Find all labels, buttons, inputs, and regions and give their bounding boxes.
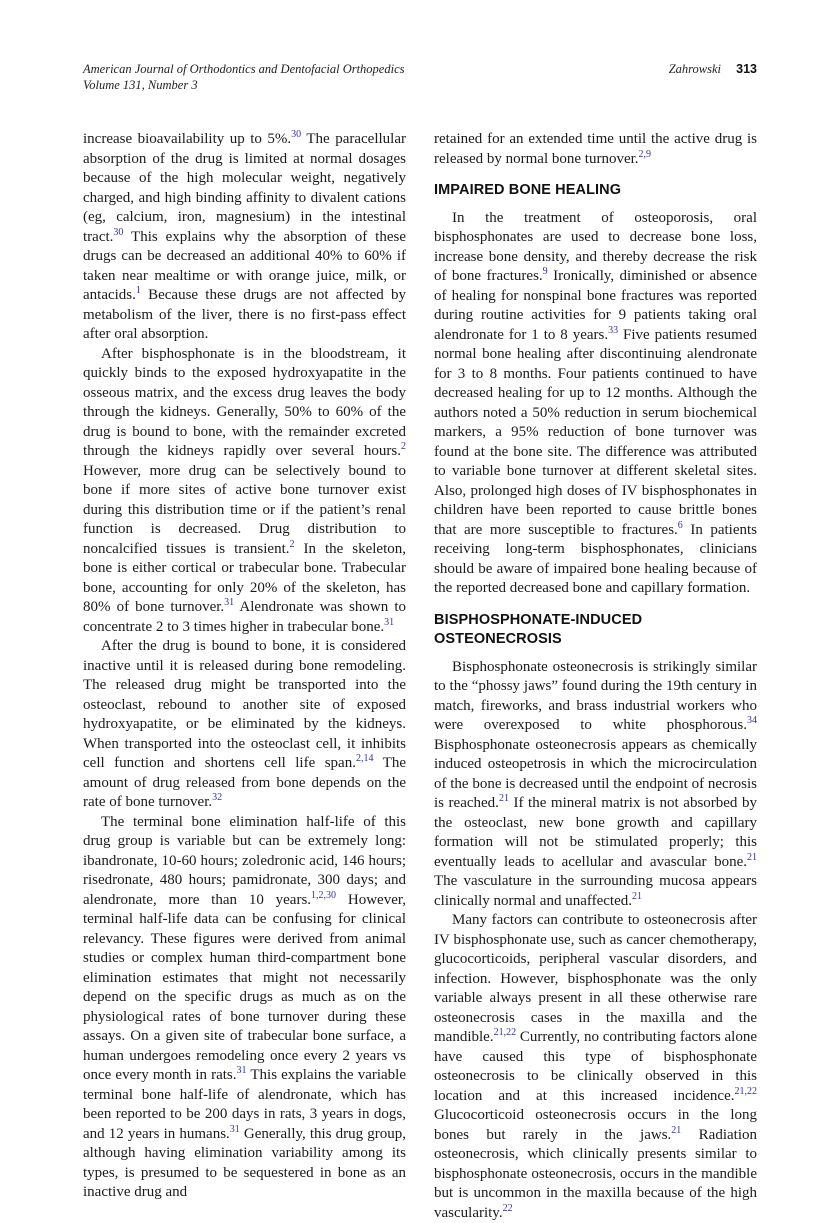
paragraph: Many factors can contribute to osteonecrosis after IV bisphosphonate use, such as cancer chemotherapy, glucocorticoids, peripheral vascular disorders, and infection. However, bisphosphonate was the only variable always present in all these otherwise rare osteonecrosis cases in the maxilla and the mandible.$^{21,22}$ Currently, no contributing factors alone have caused this type of bisphosphonate osteonecrosis to be clinically observed in this location and at this increased incidence.$^{21,22}$ Glucocorticoid osteonecrosis occurs in the long bones but rarely in the jaws.$^{21}$ Radiation osteonecrosis, which clinically presents similar to bisphosphonate osteonecrosis, occurs in the mandible but is uncommon in the maxilla because of the high vascularity.$^{22}$ [434,912,758,1221]
reference-link[interactable]: 31 [229,1123,240,1135]
reference-link[interactable]: 31 [224,597,235,608]
reference-link[interactable]: 21,22 [734,1085,757,1097]
paragraph: The terminal bone elimination half-life of this drug group is variable but can be extremely long: ibandronate, 10-60 hours; zoledronic acid, 146 hours; risedronate, 480 hours; pamidronate, 300 days; and alendronate, more than 10 years.$^{1,2,30}$ However, terminal half-life data can be confusing for clinical relevancy. These figures were derived from animal studies or complex human third-compartment bone elimination estimates that might not necessarily depend on the specific drugs as much as on the physiological rates of bone turnover during these assays. On a given site of trabecular bone surface, a human undergoes remodeling once every 2 years vs once every month in rats.$^{31}$ This explains the variable terminal bone half-life of alendronate, which has been reported to be 200 days in rats, 3 years in dogs, and 12 years in humans.$^{31}$ Generally, this drug group, although having elimination variability among its types, is presumed to be sequestered in bone as an inactive drug and [83,813,406,1200]
reference-link[interactable]: 21 [631,890,642,902]
reference-link[interactable]: 6 [677,519,683,531]
reference-link[interactable]: 2,9 [638,148,652,160]
page-number: 313 [736,62,757,76]
reference-link[interactable]: 9 [542,266,548,277]
reference-link[interactable]: 30 [291,129,302,140]
reference-link[interactable]: 1,2,30 [311,889,337,901]
paragraph: increase bioavailability up to 5%.$^{30}$ The paracellular absorption of the drug is limited at normal dosages because of the high molecular weight, negatively charged, and high binding affinity to divalent cations (eg, calcium, iron, magnesium) in the intestinal tract.$^{30}$ This explains why the absorption of these drugs can be decreased an additional 40% to 60% if taken near mealtime or with orange juice, milk, or antacids.$^1$ Because these drugs are not affected by metabolism of the liver, there is no first-pass effect after oral absorption. [83,129,406,342]
reference-link[interactable]: 21 [747,851,757,863]
page-header [83,62,757,93]
reference-link[interactable]: 21 [671,1124,682,1136]
reference-link[interactable]: 30 [113,226,124,238]
reference-link[interactable]: 2 [289,538,295,550]
journal-title: American Journal of Orthodontics and Dentofacial Orthopedics [83,62,405,76]
paragraph: retained for an extended time until the active drug is released by normal bone turnover.$^{2,9}$ [434,131,757,167]
reference-link[interactable]: 1 [135,285,141,296]
reference-link[interactable]: 2 [401,441,406,452]
paragraph: Bisphosphonate osteonecrosis is strikingly similar to the “phossy jaws” found during the 19th century in match, fireworks, and brass industrial workers who were overexposed to white phosphorous.$^{34}$ Bisphosphonate osteonecrosis appears as chemically induced osteopetrosis in which the microcirculation of the bone is decreased until the endpoint of necrosis is reached.$^{21}$ If the mineral matrix is not absorbed by the osteoclast, new bone growth and capillary formation will not be stimulated properly; this eventually leads to acellular and avascular bone.$^{21}$ The vasculature in the surrounding mucosa appears clinically normal and unaffected.$^{21}$ [434,658,757,909]
reference-link[interactable]: 2,14 [355,753,374,764]
reference-link[interactable]: 22 [502,1202,513,1214]
journal-volume-line: Volume 131, Number 3 [83,77,198,92]
section-heading: IMPAIRED BONE HEALING [434,182,622,198]
running-head [669,62,757,78]
left-column [83,130,406,1223]
right-column [434,130,757,1223]
reference-link[interactable]: 21 [498,793,509,804]
reference-link[interactable]: 31 [384,616,395,628]
reference-link[interactable]: 32 [212,792,223,803]
journal-info [83,62,405,93]
paragraph: In the treatment of osteoporosis, oral bisphosphonates are used to decrease bone loss, increase bone density, and thereby decrease the risk of bone fractures.$^9$ Ironically, diminished or absence of healing for nonspinal bone fractures was reported during routine activities for 9 patients taking oral alendronate for 1 to 8 years.$^{33}$ Five patients resumed normal bone healing after discontinuing alendronate for 3 to 8 months. Four patients continued to have decreased healing for up to 12 months. Although the authors noted a 50% reduction in serum biochemical markers, a 95% reduction of bone turnover was found at the bone site. The difference was attributed to variable bone turnover at different skeletal sites. Also, prolonged high doses of IV bisphosphonates in children have been reported to cause brittle bones that are more susceptible to fractures.$^6$ In patients receiving long-term bisphosphonates, clinicians should be aware of impaired bone healing because of the reported decreased bone and capillary formation. [434,209,758,596]
section-heading: BISPHOSPHONATE-INDUCED OSTEONECROSIS [434,611,643,647]
paragraph: After bisphosphonate is in the bloodstream, it quickly binds to the exposed hydroxyapatite in the osseous matrix, and the excess drug leaves the body through the kidneys. Generally, 50% to 60% of the drug is bound to bone, with the remainder excreted through the kidneys rapidly over several hours.$^2$ However, more drug can be selectively bound to bone if more sites of active bone turnover exist during this distribution time or if the patient’s renal function is decreased. Drug distribution to noncalcified tissues is transient.$^2$ In the skeleton, bone is either cortical or trabecular bone. Trabecular bone, accounting for only 20% of the skeleton, has 80% of bone turnover.$^{31}$ Alendronate was shown to concentrate 2 to 3 times higher in trabecular bone.$^{31}$ [83,345,406,635]
author-name: Zahrowski [668,62,722,76]
reference-link[interactable]: 21,22 [493,1027,517,1038]
paragraph: After the drug is bound to bone, it is considered inactive until it is released during bone remodeling. The released drug might be transported into the osteoclast, rebound to another site of exposed hydroxyapatite, or be eliminated by the kidneys. When transported into the osteoclast cell, it inhibits cell function and shortens cell life span.$^{2,14}$ The amount of drug released from bone depends on the rate of bone turnover.$^{32}$ [83,638,406,810]
reference-link[interactable]: 31 [236,1065,247,1076]
reference-link[interactable]: 34 [747,715,757,726]
article-body [83,130,757,1223]
reference-link[interactable]: 33 [608,324,619,336]
